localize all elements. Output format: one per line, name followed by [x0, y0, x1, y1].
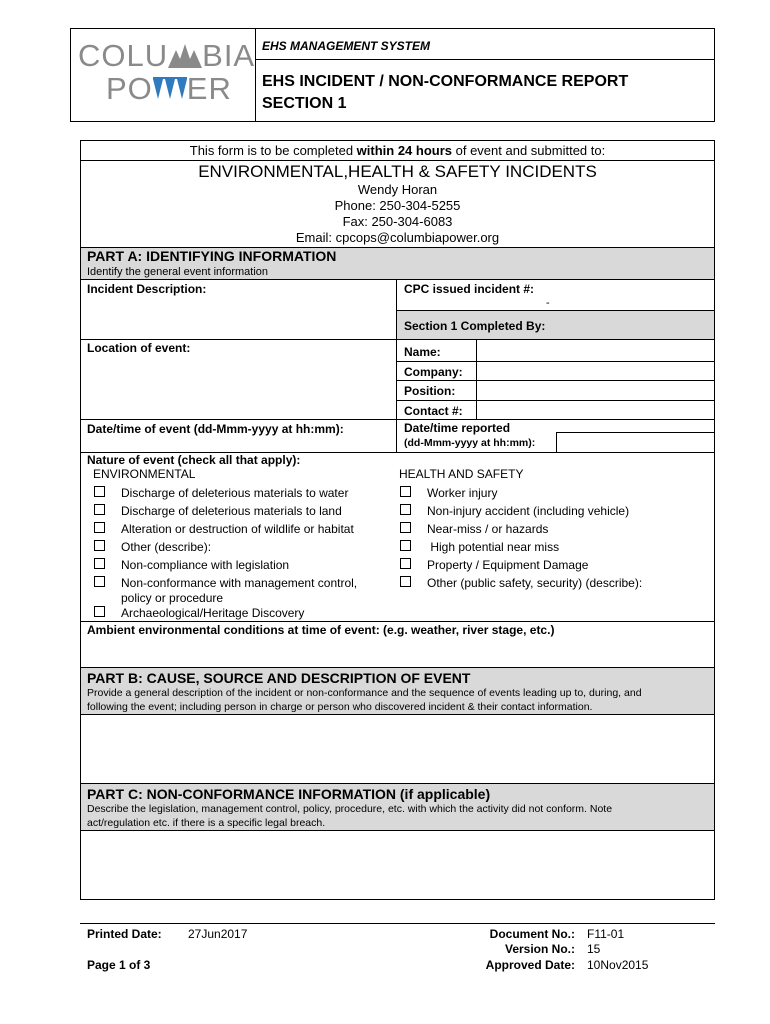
- env-item-habitat: Alteration or destruction of wildlife or habitat: [121, 522, 354, 536]
- part-b-title: PART B: CAUSE, SOURCE AND DESCRIPTION OF EVENT: [87, 670, 471, 686]
- ambient-field[interactable]: [82, 638, 713, 666]
- incident-description-field[interactable]: [82, 297, 394, 339]
- hs-item-other: Other (public safety, security) (describe):: [427, 576, 643, 590]
- contact-heading: ENVIRONMENTAL,HEALTH & SAFETY INCIDENTS: [198, 162, 597, 181]
- datetime-reported-format: (dd-Mmm-yyyy at hh:mm):: [404, 437, 536, 449]
- contact-number-field[interactable]: [478, 401, 714, 418]
- env-item-land: Discharge of deleterious materials to land: [121, 504, 342, 518]
- datetime-reported-field[interactable]: [558, 434, 713, 451]
- printed-date-label: Printed Date:: [87, 927, 162, 941]
- location-field[interactable]: [82, 356, 394, 418]
- position-label: Position:: [404, 384, 456, 398]
- hs-checkbox-noninjury[interactable]: [400, 504, 411, 515]
- env-item-water: Discharge of deleterious materials to water: [121, 486, 349, 500]
- hs-checkbox-other[interactable]: [400, 576, 411, 587]
- intro-text: This form is to be completed within 24 hours of event and submitted to:: [189, 143, 606, 158]
- logo-mountain-icon: [168, 42, 202, 66]
- cpc-issued-label: CPC issued incident #:: [404, 282, 535, 296]
- env-checkbox-noncompliance[interactable]: [94, 558, 105, 569]
- location-label: Location of event:: [87, 341, 191, 355]
- hs-item-nearmiss: Near-miss / or hazards: [427, 522, 549, 536]
- incident-description-label: Incident Description:: [87, 282, 207, 296]
- environmental-heading: ENVIRONMENTAL: [93, 467, 196, 481]
- hs-checkbox-property[interactable]: [400, 558, 411, 569]
- env-checkbox-land[interactable]: [94, 504, 105, 515]
- env-checkbox-other[interactable]: [94, 540, 105, 551]
- document-no-value: F11-01: [587, 927, 625, 941]
- logo-word-2b: ER: [186, 71, 232, 106]
- section-completed-by: Section 1 Completed By:: [404, 319, 546, 333]
- part-c-desc-2: act/regulation etc. if there is a specific legal breach.: [87, 817, 326, 829]
- version-no-value: 15: [587, 942, 601, 956]
- name-field[interactable]: [478, 340, 714, 360]
- hs-item-high-potential: High potential near miss: [427, 540, 560, 554]
- name-label: Name:: [404, 345, 441, 359]
- company-field[interactable]: [478, 362, 714, 380]
- part-b-desc-1: Provide a general description of the incident or non-conformance and the sequence of events leading up to, during, and: [87, 687, 642, 699]
- part-c-desc-1: Describe the legislation, management control, policy, procedure, etc. with which the activity did not conform. Note: [87, 803, 613, 815]
- hs-item-noninjury: Non-injury accident (including vehicle): [427, 504, 630, 518]
- part-c-title: PART C: NON-CONFORMANCE INFORMATION (if applicable): [87, 786, 491, 802]
- document-no-label: Document No.:: [489, 927, 575, 941]
- part-a-title: PART A: IDENTIFYING INFORMATION: [87, 248, 337, 264]
- logo-word-1a: COLU: [78, 38, 169, 73]
- printed-date-value: 27Jun2017: [188, 927, 248, 941]
- approved-date-label: Approved Date:: [485, 958, 575, 972]
- part-c-field[interactable]: [82, 832, 713, 898]
- hs-item-injury: Worker injury: [427, 486, 498, 500]
- company-label: Company:: [404, 365, 463, 379]
- logo-water-icon: [153, 75, 187, 99]
- env-item-noncompliance: Non-compliance with legislation: [121, 558, 290, 572]
- env-item-nonconformance: Non-conformance with management control,: [121, 576, 358, 590]
- page-number: Page 1 of 3: [87, 958, 151, 972]
- datetime-reported-label: Date/time reported: [404, 421, 511, 435]
- approved-date-value: 10Nov2015: [587, 958, 649, 972]
- part-b-desc-2: following the event; including person in charge or person who discovered incident & their contact information.: [87, 701, 593, 713]
- contact-phone: Phone: 250-304-5255: [334, 198, 461, 213]
- ambient-label: Ambient environmental conditions at time of event: (e.g. weather, river stage, etc.): [87, 623, 555, 637]
- env-item-nonconformance-cont: policy or procedure: [121, 591, 224, 605]
- contact-email: Email: cpcops@columbiapower.org: [295, 230, 500, 245]
- report-title: EHS INCIDENT / NON-CONFORMANCE REPORT: [262, 73, 629, 90]
- health-safety-heading: HEALTH AND SAFETY: [399, 467, 524, 481]
- datetime-event-label: Date/time of event (dd-Mmm-yyyy at hh:mm):: [87, 422, 344, 436]
- hs-checkbox-nearmiss[interactable]: [400, 522, 411, 533]
- version-no-label: Version No.:: [504, 942, 575, 956]
- system-name: EHS MANAGEMENT SYSTEM: [262, 39, 431, 53]
- report-section: SECTION 1: [262, 95, 347, 112]
- part-b-field[interactable]: [82, 716, 713, 782]
- hs-item-property: Property / Equipment Damage: [427, 558, 589, 572]
- position-field[interactable]: [478, 381, 714, 399]
- hs-checkbox-high-potential[interactable]: [400, 540, 411, 551]
- env-item-other: Other (describe):: [121, 540, 212, 554]
- env-item-heritage: Archaeological/Heritage Discovery: [121, 606, 305, 620]
- hs-checkbox-injury[interactable]: [400, 486, 411, 497]
- logo-word-2a: PO: [106, 71, 153, 106]
- cpc-issued-value[interactable]: -: [546, 297, 550, 309]
- env-checkbox-heritage[interactable]: [94, 606, 105, 617]
- contact-fax: Fax: 250-304-6083: [342, 214, 453, 229]
- logo-word-1b: BIA: [202, 38, 256, 73]
- env-checkbox-water[interactable]: [94, 486, 105, 497]
- datetime-event-field[interactable]: [82, 436, 394, 451]
- part-a-subtitle: Identify the general event information: [87, 266, 269, 278]
- logo: [78, 38, 256, 106]
- env-checkbox-habitat[interactable]: [94, 522, 105, 533]
- contact-number-label: Contact #:: [404, 404, 463, 418]
- env-checkbox-nonconformance[interactable]: [94, 576, 105, 587]
- nature-label: Nature of event (check all that apply):: [87, 453, 301, 467]
- contact-name: Wendy Horan: [357, 182, 438, 197]
